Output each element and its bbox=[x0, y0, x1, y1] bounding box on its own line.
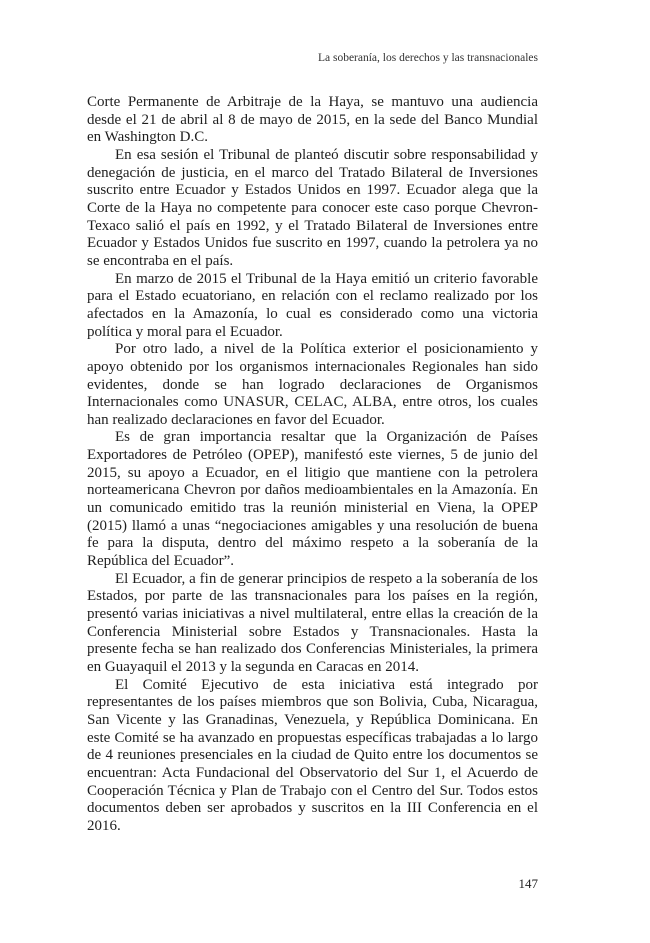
page-body bbox=[87, 94, 538, 836]
running-header: La soberanía, los derechos y las transnacionales bbox=[317, 52, 538, 64]
paragraph-2: En esa sesión el Tribunal de planteó discutir sobre responsabilidad y denegación de justicia, en el marco del Tratado Bilateral de Inversiones suscrito entre Ecuador y Estados Unidos en 1997. Ecuador alega que la Corte de la Haya no competente para conocer este caso porque Chevron-Texaco salió el país en 1992, y el Tratado Bilateral de Inversiones entre Ecuador y Estados Unidos fue suscrito en 1997, cuando la petrolera ya no se encontraba en el país. bbox=[87, 146, 538, 269]
paragraph-1: Corte Permanente de Arbitraje de la Haya, se mantuvo una audiencia desde el 21 de abril al 8 de mayo de 2015, en la sede del Banco Mundial en Washington D.C. bbox=[87, 94, 538, 146]
page-number: 147 bbox=[518, 876, 538, 891]
paragraph-4: Por otro lado, a nivel de la Política exterior el posicionamiento y apoyo obtenido por los organismos internacionales Regionales han sido evidentes, donde se han logrado declaraciones de Organismos Internacionales como UNASUR, CELAC, ALBA, entre otros, los cuales han realizado declaraciones en favor del Ecuador. bbox=[87, 341, 538, 428]
paragraph-6: El Ecuador, a fin de generar principios de respeto a la soberanía de los Estados, por parte de las transnacionales para los países en la región, presentó varias iniciativas a nivel multilateral, entre ellas la creación de la Conferencia Ministerial sobre Estados y Transnacionales. Hasta la presente fecha se han realizado dos Conferencias Ministeriales, la primera en Guayaquil el 2013 y la segunda en Caracas en 2014. bbox=[87, 570, 538, 675]
paragraph-7: El Comité Ejecutivo de esta iniciativa está integrado por representantes de los países miembros que son Bolivia, Cuba, Nicaragua, San Vicente y las Granadinas, Venezuela, y República Dominicana. En este Comité se ha avanzado en propuestas específicas trabajadas a lo largo de 4 reuniones presenciales en la ciudad de Quito entre los documentos se encuentran: Acta Fundacional del Observatorio del Sur 1, el Acuerdo de Cooperación Técnica y Plan de Trabajo con el Centro del Sur. Todos estos documentos deben ser aprobados y suscritos en la III Conferencia en el 2016. bbox=[87, 676, 538, 834]
paragraph-3: En marzo de 2015 el Tribunal de la Haya emitió un criterio favorable para el Estado ecuatoriano, en relación con el reclamo realizado por los afectados en la Amazonía, lo cual es considerado como una victoria política y moral para el Ecuador. bbox=[87, 270, 538, 340]
paragraph-5: Es de gran importancia resaltar que la Organización de Países Exportadores de Petróleo (OPEP), manifestó este viernes, 5 de junio del 2015, su apoyo a Ecuador, en el litigio que mantiene con la petrolera norteamericana Chevron por daños medioambientales en la Amazonía. En un comunicado emitido tras la reunión ministerial en Viena, la OPEP (2015) llamó a unas “negociaciones amigables y una resolución de buena fe para la disputa, dentro del máximo respeto a la soberanía de la República del Ecuador”. bbox=[87, 429, 538, 570]
